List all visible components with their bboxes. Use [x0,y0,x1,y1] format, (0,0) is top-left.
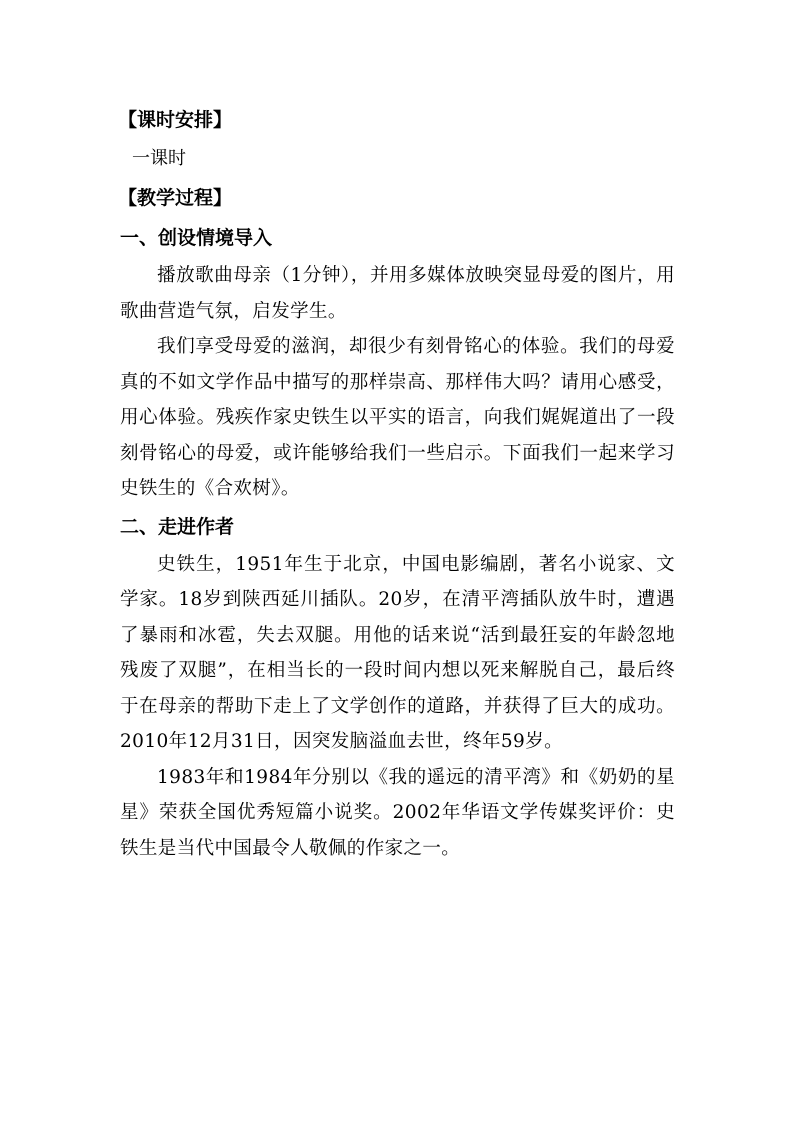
part1-paragraph-1: 播放歌曲母亲（1分钟），并用多媒体放映突显母爱的图片，用歌曲营造气氛，启发学生。 [120,265,675,322]
part2-heading: 二、走进作者 [120,515,235,538]
schedule-text: 一课时 [132,148,186,169]
part2-paragraph-2: 1983年和1984年分别以《我的遥远的清平湾》和《奶奶的星星》荣获全国优秀短篇小说奖。2002年华语文学传媒奖评价：史铁生是当代中国最令人敬佩的作家之一。 [120,766,675,859]
part1-paragraph-2: 我们享受母爱的滋润，却很少有刻骨铭心的体验。我们的母爱真的不如文学作品中描写的那样崇高、那样伟大吗？请用心感受，用心体验。残疾作家史铁生以平实的语言，向我们娓娓道出了一段刻骨铭心的母爱，或许能够给我们一些启示。下面我们一起来学习史铁生的《合欢树》。 [120,336,675,499]
part2-paragraph-1: 史铁生，1951年生于北京，中国电影编剧，著名小说家、文学家。18岁到陕西延川插队。20岁，在清平湾插队放牛时，遭遇了暴雨和冰雹，失去双腿。用他的话来说“活到最狂妄的年龄忽地残废了双腿”，在相当长的一段时间内想以死来解脱自己，最后终于在母亲的帮助下走上了文学创作的道路，并获得了巨大的成功。2010年12月31日，因突发脑溢血去世，终年59岁。 [120,553,675,752]
schedule-heading: 【课时安排】 [118,109,233,131]
document-body [120,100,675,866]
process-heading: 【教学过程】 [118,187,233,209]
part1-heading: 一、创设情境导入 [120,227,273,249]
